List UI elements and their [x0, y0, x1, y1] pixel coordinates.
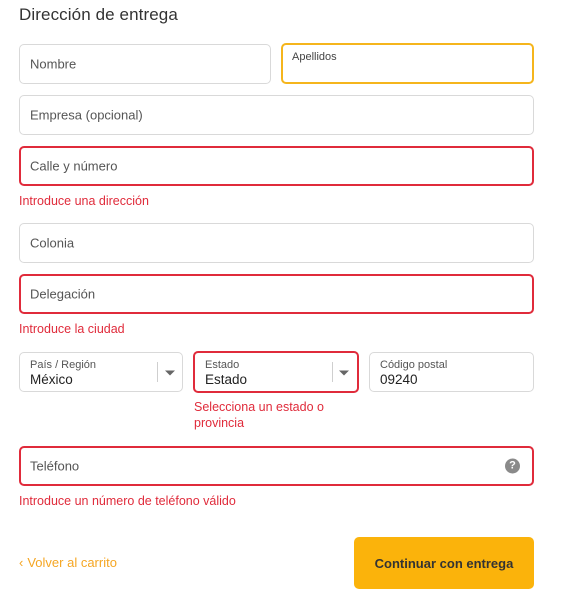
postal-code-field[interactable]: [369, 352, 534, 392]
street-address-placeholder: Calle y número: [30, 158, 118, 174]
last-name-field[interactable]: [281, 43, 534, 84]
chevron-down-icon: [339, 371, 349, 376]
city-error: Introduce la ciudad: [19, 322, 125, 336]
phone-placeholder: Teléfono: [30, 458, 80, 474]
section-title: Dirección de entrega: [19, 5, 178, 24]
state-value: Estado: [205, 372, 248, 387]
continue-to-shipping-button[interactable]: Continuar con entrega: [354, 537, 534, 589]
state-select[interactable]: [193, 351, 359, 393]
select-divider: [332, 362, 333, 382]
state-error-line1: Selecciona un estado o: [194, 400, 324, 414]
back-to-cart-link[interactable]: [19, 555, 117, 570]
neighborhood-field[interactable]: [19, 223, 534, 263]
phone-error: Introduce un número de teléfono válido: [19, 494, 236, 508]
select-divider: [157, 362, 158, 382]
country-label: País / Región: [30, 359, 97, 371]
country-value: México: [30, 372, 73, 387]
back-to-cart-label: Volver al carrito: [27, 555, 117, 570]
company-placeholder: Empresa (opcional): [30, 107, 143, 123]
state-error-line2: provincia: [194, 416, 245, 430]
street-address-field[interactable]: [19, 146, 534, 186]
first-name-placeholder: Nombre: [30, 56, 77, 72]
postal-code-label: Código postal: [380, 359, 448, 371]
help-icon[interactable]: ?: [505, 459, 520, 474]
chevron-down-icon: [165, 371, 175, 376]
neighborhood-placeholder: Colonia: [30, 235, 75, 251]
postal-code-value: 09240: [380, 372, 418, 387]
phone-field[interactable]: [19, 446, 534, 486]
chevron-left-icon: ‹: [19, 555, 24, 570]
street-address-error: Introduce una dirección: [19, 194, 149, 208]
city-field[interactable]: [19, 274, 534, 314]
last-name-label: Apellidos: [292, 51, 337, 63]
city-placeholder: Delegación: [30, 286, 96, 302]
state-label: Estado: [205, 359, 240, 371]
country-select[interactable]: [19, 352, 183, 392]
company-field[interactable]: [19, 95, 534, 135]
first-name-field[interactable]: [19, 44, 271, 84]
